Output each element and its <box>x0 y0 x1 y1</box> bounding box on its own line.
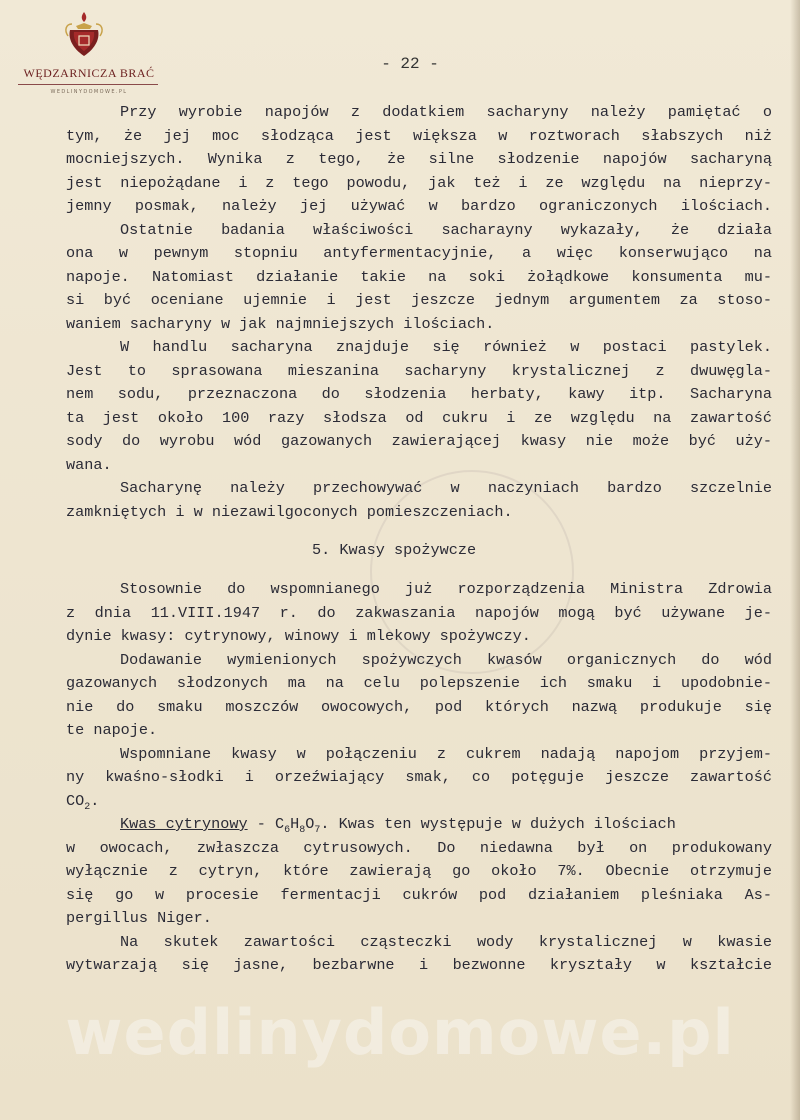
formula-h-sub: 8 <box>299 825 306 836</box>
text-line: Na skutek zawartości cząsteczki wody krystalicznej w kwasie <box>120 932 772 951</box>
text-line: Stosownie do wspomnianego już rozporządzenia Ministra Zdrowia <box>120 580 772 598</box>
text-line: Dodawanie wymienionych spożywczych kwasów organicznych do wód <box>120 650 772 669</box>
text-line: napoje. Natomiast działanie takie na soki żołądkowe konsumenta mu- <box>66 267 772 286</box>
text-line: wyłącznie z cytryn, które zawierają go około 7%. Obecnie otrzymuje <box>66 862 772 880</box>
text-line: ta jest około 100 razy słodsza od cukru i ze względu na zawartość <box>66 408 772 427</box>
spacer <box>66 524 772 539</box>
co2-text: CO <box>66 791 85 810</box>
formula-line <box>66 790 772 814</box>
text-line: w owocach, zwłaszcza cytrusowych. Do niedawna był on produkowany <box>66 838 772 857</box>
formula-h: H <box>290 815 300 833</box>
text-line: ona w pewnym stopniu antyfermentacyjnie, a więc konserwująco na <box>66 244 772 262</box>
text-line: ny kwaśno-słodki i orzeźwiający smak, co potęguje jeszcze zawartość <box>66 768 772 786</box>
dash: - <box>247 815 275 833</box>
page-number: - 22 - <box>381 55 439 73</box>
formula-rest: . Kwas ten występuje w dużych ilościach <box>320 815 676 833</box>
text-line: tym, że jej moc słodząca jest większa w roztworach słabszych niż <box>66 126 772 145</box>
crest-icon <box>64 10 104 60</box>
text-line: waniem sacharyny w jak najmniejszych ilościach. <box>66 314 495 333</box>
spacer <box>66 563 772 578</box>
sentence-end: . <box>90 791 100 810</box>
logo-url: WEDLINYDOMOWE.PL <box>50 89 128 95</box>
formula-c-sub: 6 <box>284 825 291 836</box>
text-line: wytwarzają się jasne, bezbarwne i bezwonne kryształy w kształcie <box>66 956 772 974</box>
logo-name: WĘDZARNICZA BRAĆ <box>23 66 155 80</box>
text-line: pergillus Niger. <box>66 909 212 927</box>
text-line: si być oceniane ujemnie i jest jeszcze jednym argumentem za stoso- <box>66 291 772 309</box>
watermark: wedlinydomowe.pl <box>65 996 735 1069</box>
document-body <box>66 101 772 978</box>
text-line: jest niepożądane i z tego powodu, jak też i ze względu na nieprzy- <box>66 173 772 192</box>
publisher-logo <box>14 10 155 95</box>
text-line: te napoje. <box>66 721 158 739</box>
text-line: Przy wyrobie napojów z dodatkiem sacharyny należy pamiętać o <box>120 103 772 121</box>
text-line: Jest to sprasowana mieszanina sacharyny krystalicznej z dwuwęgla- <box>66 361 772 380</box>
section-heading: 5. Kwasy spożywcze <box>312 541 477 559</box>
text-line: Ostatnie badania właściwości sacharayny wykazały, że działa <box>120 220 772 239</box>
text-line: dynie kwasy: cytrynowy, winowy i mlekowy spożywczy. <box>66 627 531 645</box>
co2-subscript: 2 <box>84 801 91 813</box>
text-line: Wspomniane kwasy w połączeniu z cukrem nadają napojom przyjem- <box>120 744 772 763</box>
text-line: nem sodu, przeznaczona do słodzenia herbaty, kawy itp. Sacharyna <box>66 385 772 403</box>
page-edge-shadow <box>790 0 800 1120</box>
text-line: sody do wyrobu wód gazowanych zawierającej kwasy nie może być uży- <box>66 432 772 450</box>
formula-o: O <box>305 815 315 833</box>
text-line: z dnia 11.VIII.1947 r. do zakwaszania napojów mogą być używane je- <box>66 603 772 622</box>
formula-line <box>66 813 772 837</box>
text-line: gazowanych słodzonych ma na celu polepszenie ich smaku i upodobnie- <box>66 674 772 692</box>
text-line: mocniejszych. Wynika z tego, że silne słodzenie napojów sacharyną <box>66 150 772 168</box>
text-line: W handlu sacharyna znajduje się również w postaci pastylek. <box>120 338 772 356</box>
text-line: jemny posmak, należy jej używać w bardzo ograniczonych ilościach. <box>66 197 772 215</box>
text-line: się go w procesie fermentacji cukrów pod działaniem pleśniaka As- <box>66 885 772 904</box>
formula-c: C <box>274 815 285 833</box>
text-line: zamkniętych i w niezawilgoconych pomieszczeniach. <box>66 502 513 521</box>
text-line: nie do smaku moszczów owocowych, pod których nazwą produkuje się <box>66 697 772 716</box>
text-line: wana. <box>66 455 112 474</box>
logo-divider <box>18 84 158 85</box>
text-line: Sacharynę należy przechowywać w naczyniach bardzo szczelnie <box>120 479 772 497</box>
term-citric-acid: Kwas cytrynowy <box>120 815 248 833</box>
formula-o-sub: 7 <box>314 825 321 836</box>
